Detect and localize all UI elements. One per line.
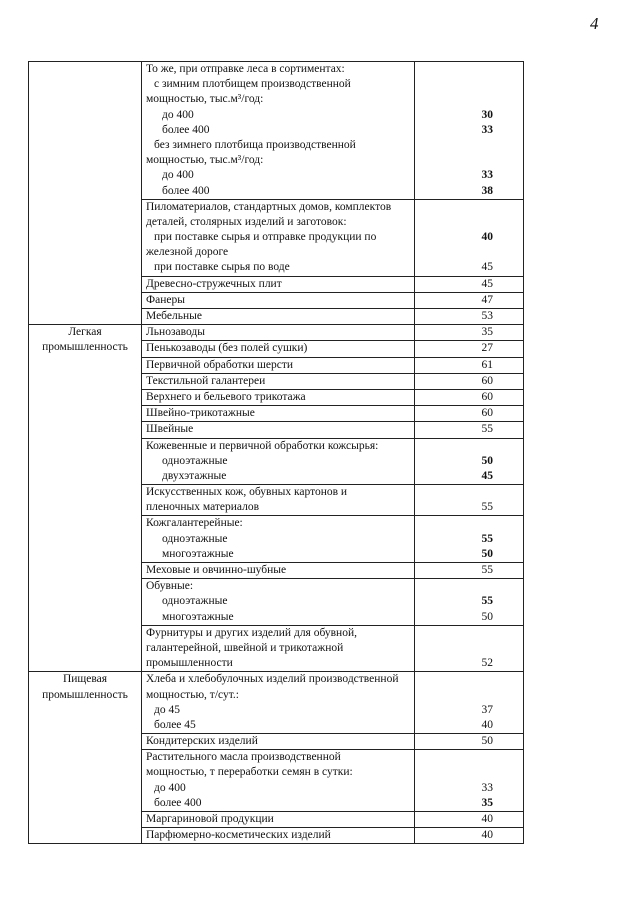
value-cell [415, 341, 524, 357]
norm-value: 35 [481, 796, 493, 809]
value-cell [415, 325, 524, 341]
item-line: Меховые и овчинно-шубные [146, 564, 287, 576]
item-line: Древесно-стружечных плит [146, 277, 282, 290]
item-line: Кондитерских изделий [146, 735, 258, 748]
item-line: Маргариновой продукции [146, 813, 274, 825]
norm-value: 60 [481, 390, 493, 403]
item-line: Хлеба и хлебобулочных изделий производственной [146, 673, 399, 686]
item-line: Швейные [146, 423, 194, 436]
value-cell [415, 373, 524, 389]
item-line: более 400 [162, 123, 210, 136]
norm-value: 30 [481, 108, 493, 121]
item-name-cell [142, 438, 415, 485]
item-name-cell [142, 625, 415, 672]
item-name-cell [142, 579, 415, 626]
value-cell [415, 812, 524, 828]
item-line: Верхнего и бельевого трикотажа [146, 390, 306, 403]
item-line: Парфюмерно-косметических изделий [146, 829, 331, 842]
item-name-cell [142, 672, 415, 734]
norm-value [415, 516, 523, 531]
value-cell [415, 750, 524, 812]
value-cell [415, 406, 524, 422]
norm-value: 61 [481, 358, 493, 371]
section-name: Пищевая промышленность [42, 673, 128, 701]
item-line: более 400 [154, 796, 202, 809]
norm-value: 33 [481, 781, 493, 794]
value-cell [415, 579, 524, 626]
item-line: То же, при отправке леса в сортиментах: [146, 63, 345, 75]
item-line: Пенькозаводы (без полей сушки) [146, 342, 308, 355]
norm-value [415, 138, 523, 153]
item-line: Текстильной галантереи [146, 374, 266, 387]
norms-table [28, 61, 524, 844]
item-line: Фурнитуры и других изделий для обувной, [146, 626, 357, 639]
item-line: с зимним плотбищем производственной [154, 78, 351, 91]
item-line: одноэтажные [162, 595, 228, 608]
item-name-cell [142, 292, 415, 308]
norm-value [415, 579, 523, 594]
norm-value [415, 765, 523, 780]
norm-value [415, 200, 523, 215]
item-name-cell [142, 516, 415, 563]
item-line: Льнозаводы [146, 326, 205, 339]
item-line: многоэтажные [162, 610, 234, 623]
value-cell [415, 309, 524, 325]
item-line: до 400 [162, 108, 194, 121]
item-name-cell [142, 199, 415, 276]
item-name-cell [142, 485, 415, 516]
value-cell [415, 516, 524, 563]
norm-value: 53 [481, 310, 493, 322]
item-line: Искусственных кож, обувных картонов и [146, 486, 348, 499]
item-name-cell [142, 389, 415, 405]
norm-value [415, 641, 523, 656]
norm-value: 40 [481, 813, 493, 825]
norm-value: 40 [481, 718, 493, 731]
norm-value: 52 [481, 657, 493, 670]
norm-value [415, 626, 523, 641]
norm-value: 50 [481, 735, 493, 748]
norm-value [415, 215, 523, 230]
section-cell [29, 62, 142, 325]
value-cell [415, 422, 524, 438]
item-line: Обувные: [146, 580, 194, 593]
norm-value: 37 [481, 703, 493, 716]
norm-value: 55 [481, 595, 493, 608]
item-line: Пиломатериалов, стандартных домов, комплектов [146, 200, 392, 213]
item-name-cell [142, 276, 415, 292]
item-line: Кожевенные и первичной обработки кожсырья: [146, 439, 379, 452]
section-cell [29, 672, 142, 844]
item-line: до 400 [154, 781, 186, 794]
item-line: промышленности [146, 657, 233, 670]
item-name-cell [142, 812, 415, 828]
norm-value [415, 672, 523, 687]
value-cell [415, 485, 524, 516]
item-name-cell [142, 828, 415, 844]
norm-value: 55 [481, 564, 493, 576]
norm-value: 55 [481, 423, 493, 436]
item-line: при поставке сырья по воде [154, 261, 290, 274]
value-cell [415, 292, 524, 308]
item-line: мощностью, тыс.м³/год: [146, 93, 264, 106]
item-line: Фанеры [146, 293, 185, 306]
item-line: двухэтажные [162, 469, 227, 482]
section-name: Легкая промышленность [42, 326, 128, 354]
norm-value: 55 [481, 501, 493, 514]
item-line: при поставке сырья и отправке продукции по [154, 231, 377, 244]
item-line: более 45 [154, 718, 196, 731]
item-line: мощностью, т переработки семян в сутки: [146, 766, 353, 779]
norm-value: 45 [481, 277, 493, 290]
norm-value: 27 [481, 342, 493, 355]
item-line: пленочных материалов [146, 501, 260, 514]
item-line: без зимнего плотбища производственной [154, 138, 356, 151]
norm-value: 60 [481, 407, 493, 420]
item-name-cell [142, 563, 415, 579]
norm-value [415, 92, 523, 107]
item-line: Растительного масла производственной [146, 751, 341, 764]
table-row [29, 62, 524, 200]
value-cell [415, 357, 524, 373]
table-row [29, 672, 524, 734]
item-line: Кожгалантерейные: [146, 517, 243, 530]
norm-value: 47 [481, 293, 493, 306]
value-cell [415, 199, 524, 276]
item-line: одноэтажные [162, 532, 228, 545]
item-line: до 400 [162, 169, 194, 182]
item-line: железной дороге [146, 246, 229, 259]
norm-value: 38 [481, 184, 493, 197]
item-line: одноэтажные [162, 454, 228, 467]
norm-value: 50 [481, 610, 493, 623]
norm-value [415, 153, 523, 168]
norm-value [415, 62, 523, 77]
page-number: 4 [590, 14, 599, 33]
norm-value: 33 [481, 123, 493, 136]
table-row [29, 325, 524, 341]
item-name-cell [142, 373, 415, 389]
norm-value [415, 688, 523, 703]
value-cell [415, 734, 524, 750]
norm-value [415, 77, 523, 92]
item-line: мощностью, тыс.м³/год: [146, 154, 264, 167]
value-cell [415, 276, 524, 292]
norm-value: 35 [481, 326, 493, 339]
item-name-cell [142, 357, 415, 373]
norm-value: 45 [481, 261, 493, 274]
item-line: до 45 [154, 703, 180, 716]
item-name-cell [142, 325, 415, 341]
item-line: Швейно-трикотажные [146, 407, 255, 420]
item-line: деталей, столярных изделий и заготовок: [146, 215, 347, 228]
item-line: Мебельные [146, 310, 202, 322]
norm-value: 50 [481, 454, 493, 467]
item-line: мощностью, т/сут.: [146, 688, 239, 701]
norm-value: 33 [481, 169, 493, 182]
norm-value [415, 245, 523, 260]
item-name-cell [142, 750, 415, 812]
norm-value [415, 750, 523, 765]
norm-value: 60 [481, 374, 493, 387]
value-cell [415, 62, 524, 200]
item-name-cell [142, 406, 415, 422]
item-line: галантерейной, швейной и трикотажной [146, 641, 344, 654]
item-name-cell [142, 341, 415, 357]
norm-value: 55 [481, 532, 493, 545]
value-cell [415, 828, 524, 844]
item-name-cell [142, 62, 415, 200]
section-cell [29, 325, 142, 672]
norm-value: 40 [481, 829, 493, 842]
item-name-cell [142, 734, 415, 750]
norm-value [415, 439, 523, 454]
value-cell [415, 625, 524, 672]
norm-value [415, 485, 523, 500]
norm-value: 40 [481, 231, 493, 244]
norm-value: 50 [481, 547, 493, 560]
item-line: многоэтажные [162, 547, 234, 560]
item-line: Первичной обработки шерсти [146, 358, 294, 371]
item-line: более 400 [162, 184, 210, 197]
norm-value: 45 [481, 469, 493, 482]
value-cell [415, 563, 524, 579]
value-cell [415, 672, 524, 734]
item-name-cell [142, 309, 415, 325]
value-cell [415, 389, 524, 405]
item-name-cell [142, 422, 415, 438]
value-cell [415, 438, 524, 485]
